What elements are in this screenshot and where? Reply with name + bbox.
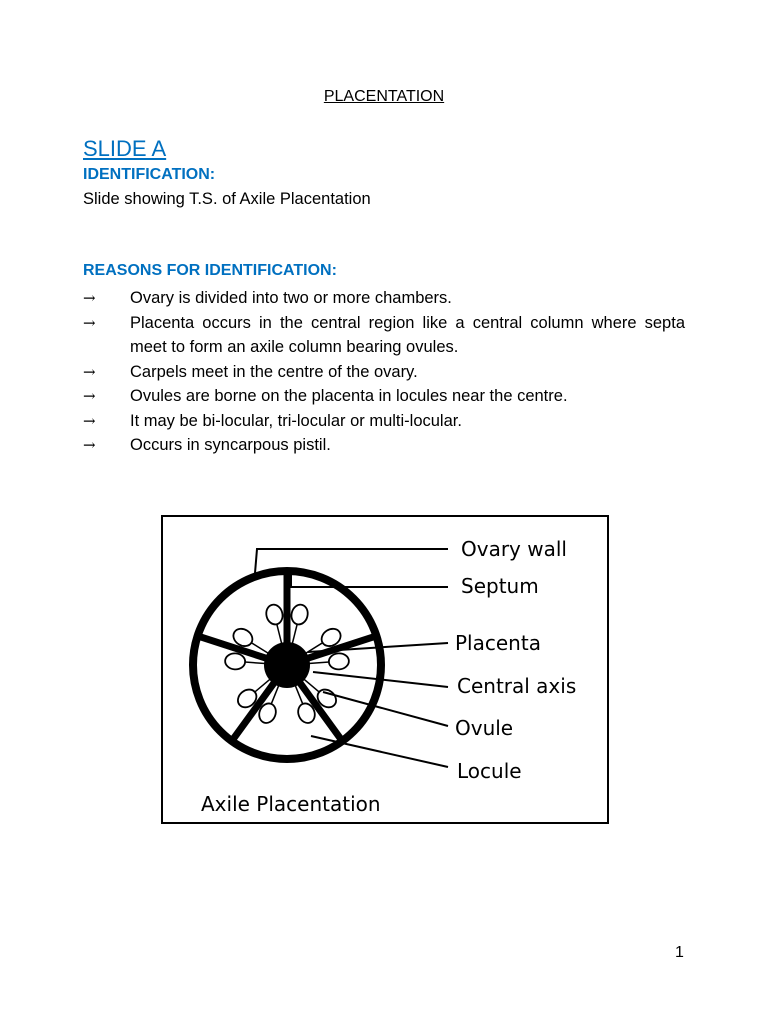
- arrow-icon: →: [83, 313, 96, 332]
- reason-text: Occurs in syncarpous pistil.: [130, 436, 331, 454]
- arrow-icon: →: [83, 362, 96, 381]
- ovule: [289, 603, 309, 626]
- ovule: [264, 603, 284, 626]
- arrow-icon: →: [83, 289, 96, 307]
- reason-item: [83, 433, 685, 458]
- ovule: [328, 653, 349, 670]
- arrow-icon: →: [83, 411, 96, 430]
- locule-label: Locule: [457, 759, 522, 783]
- reason-item: [83, 286, 685, 311]
- figure-caption: Axile Placentation: [201, 792, 381, 816]
- reasons-heading: REASONS FOR IDENTIFICATION:: [83, 262, 337, 279]
- ovary-wall-label: Ovary wall: [461, 537, 567, 561]
- reason-item: [83, 311, 685, 360]
- document-title: PLACENTATION: [323, 88, 445, 105]
- axile-placentation-diagram: [163, 517, 607, 822]
- central-axis: [264, 642, 310, 688]
- reason-text: Ovules are borne on the placenta in locules near the centre.: [130, 387, 568, 405]
- reason-item: [83, 360, 685, 385]
- page-number: 1: [675, 944, 684, 961]
- ovule-label: Ovule: [455, 716, 514, 740]
- identification-heading: IDENTIFICATION:: [83, 166, 216, 183]
- reason-text: Carpels meet in the centre of the ovary.: [130, 362, 418, 381]
- ovule-stalk: [292, 622, 298, 645]
- arrow-icon: →: [83, 436, 96, 454]
- reason-text: It may be bi-locular, tri-locular or multi-locular.: [130, 411, 462, 430]
- reason-item: [83, 409, 685, 434]
- reasons-list: [83, 286, 685, 458]
- arrow-icon: →: [83, 387, 96, 405]
- ovule-stalk: [307, 662, 331, 664]
- reason-item: [83, 384, 685, 409]
- identification-text: Slide showing T.S. of Axile Placentation: [83, 190, 371, 208]
- ovule-stalk: [276, 622, 282, 645]
- septum-label: Septum: [461, 574, 539, 598]
- ovule: [225, 653, 246, 670]
- ovule-leader: [323, 692, 448, 726]
- central-axis-label: Central axis: [457, 674, 577, 698]
- ovule-stalk: [243, 662, 267, 664]
- reason-text: Placenta occurs in the central region like a central column where septa meet to form an axile column bearing ovules.: [130, 313, 685, 356]
- ovary-cross-section: [193, 571, 381, 759]
- placenta-label: Placenta: [455, 631, 541, 655]
- reason-text: Ovary is divided into two or more chambers.: [130, 289, 452, 307]
- axile-placentation-figure: [161, 515, 609, 824]
- slide-heading: SLIDE A: [83, 136, 167, 161]
